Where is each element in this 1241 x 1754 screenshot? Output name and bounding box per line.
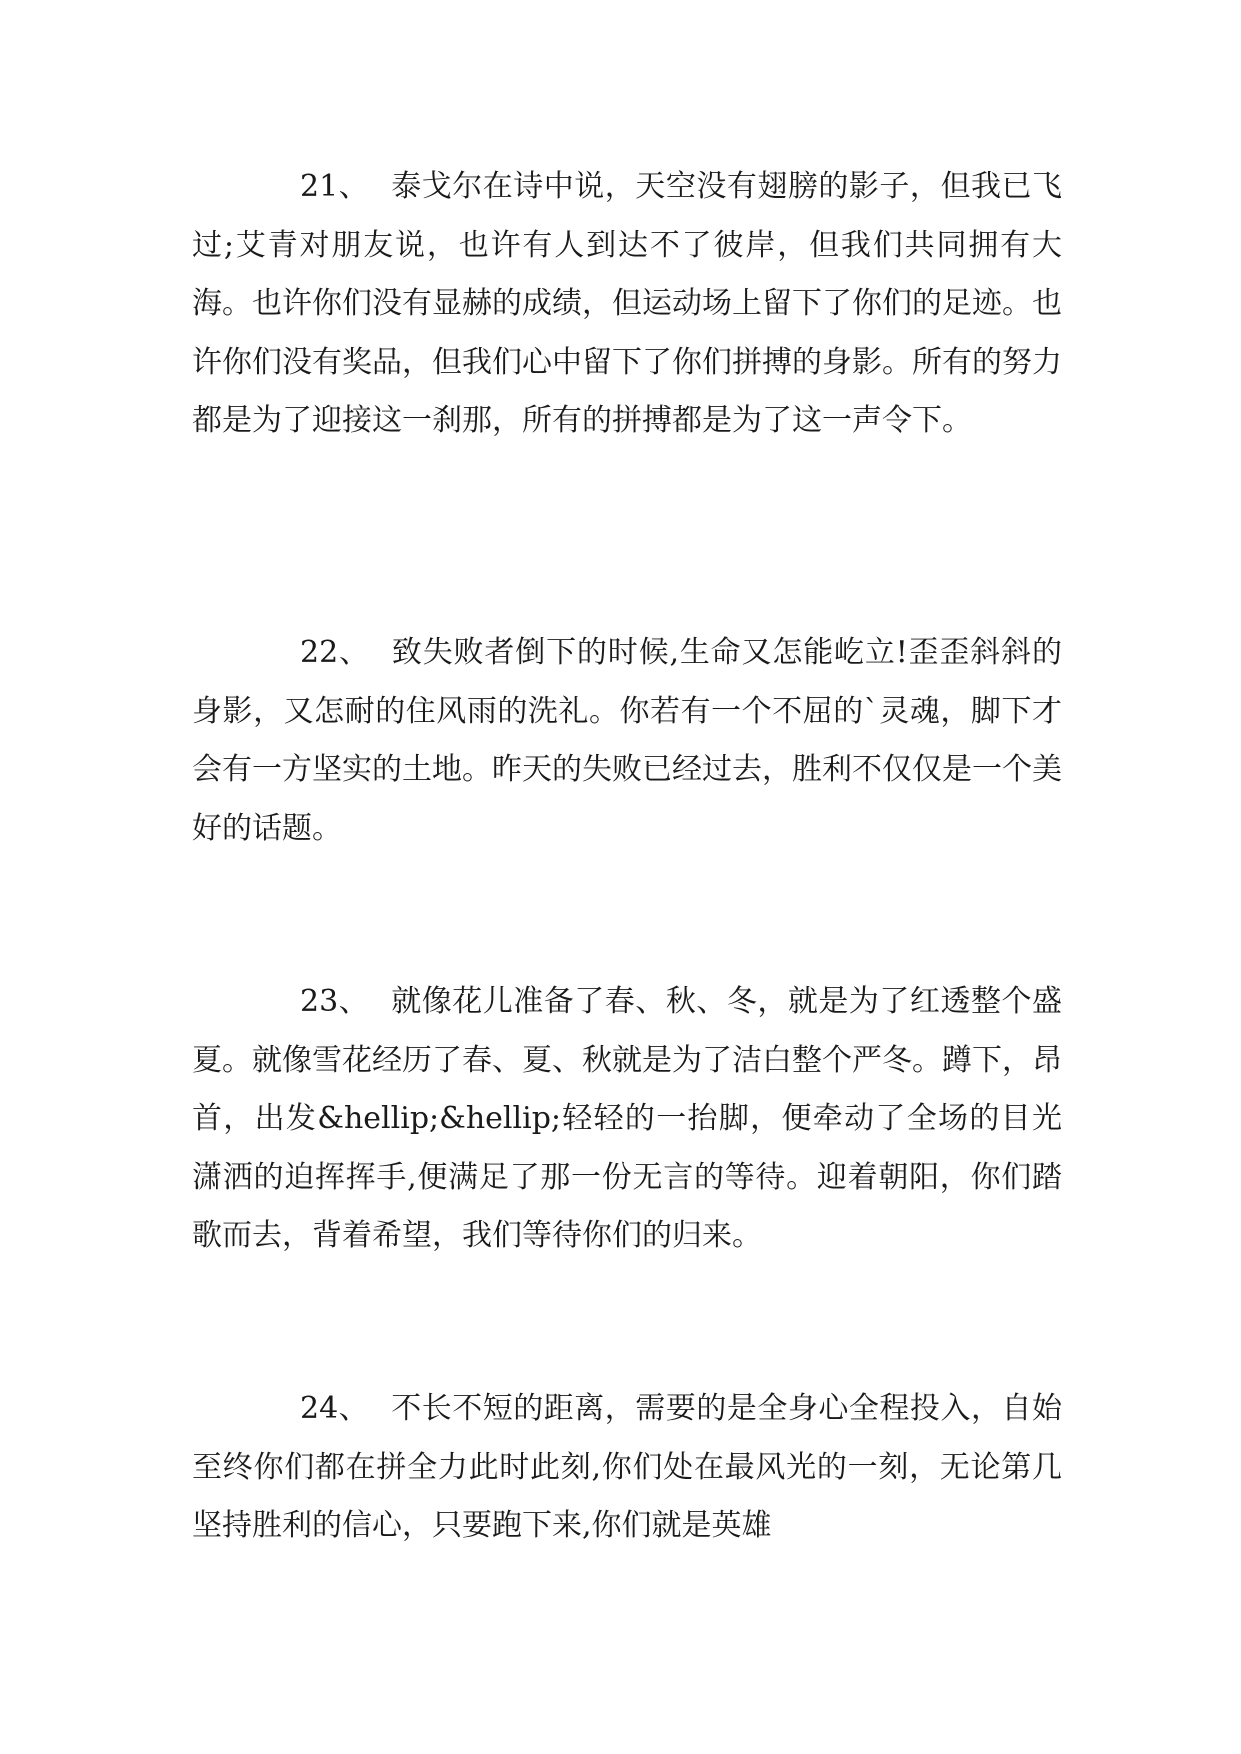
paragraph-number: 22、 — [300, 635, 370, 670]
paragraph-text: 不长不短的距离，需要的是全身心全程投入，自始至终你们都在拼全力此时此刻,你们处在最风光的一刻，无论第几坚持胜利的信心，只要跑下来,你们就是英雄 — [192, 1391, 1062, 1543]
paragraph-23 — [192, 973, 1062, 1266]
paragraph-22 — [192, 624, 1062, 858]
paragraph-24 — [192, 1380, 1062, 1556]
paragraph-number: 21、 — [300, 169, 370, 204]
paragraph-text: 泰戈尔在诗中说，天空没有翅膀的影子，但我已飞过;艾青对朋友说，也许有人到达不了彼岸，但我们共同拥有大海。也许你们没有显赫的成绩，但运动场上留下了你们的足迹。也许你们没有奖品，但我们心中留下了你们拼搏的身影。所有的努力都是为了迎接这一刹那，所有的拼搏都是为了这一声令下。 — [192, 169, 1062, 438]
paragraph-number: 23、 — [300, 984, 370, 1019]
paragraph-21 — [192, 158, 1062, 451]
paragraph-number: 24、 — [300, 1391, 370, 1426]
paragraph-text: 致失败者倒下的时候,生命又怎能屹立!歪歪斜斜的身影，又怎耐的住风雨的洗礼。你若有一个不屈的`灵魂，脚下才会有一方坚实的土地。昨天的失败已经过去，胜利不仅仅是一个美好的话题。 — [192, 635, 1062, 846]
paragraph-text: 就像花儿准备了春、秋、冬，就是为了红透整个盛夏。就像雪花经历了春、夏、秋就是为了洁白整个严冬。蹲下，昂首，出发&hellip;&hellip;轻轻的一抬脚，便牵动了全场的目光潇洒的迫挥挥手,便满足了那一份无言的等待。迎着朝阳，你们踏歌而去，背着希望，我们等待你们的归来。 — [192, 984, 1062, 1253]
